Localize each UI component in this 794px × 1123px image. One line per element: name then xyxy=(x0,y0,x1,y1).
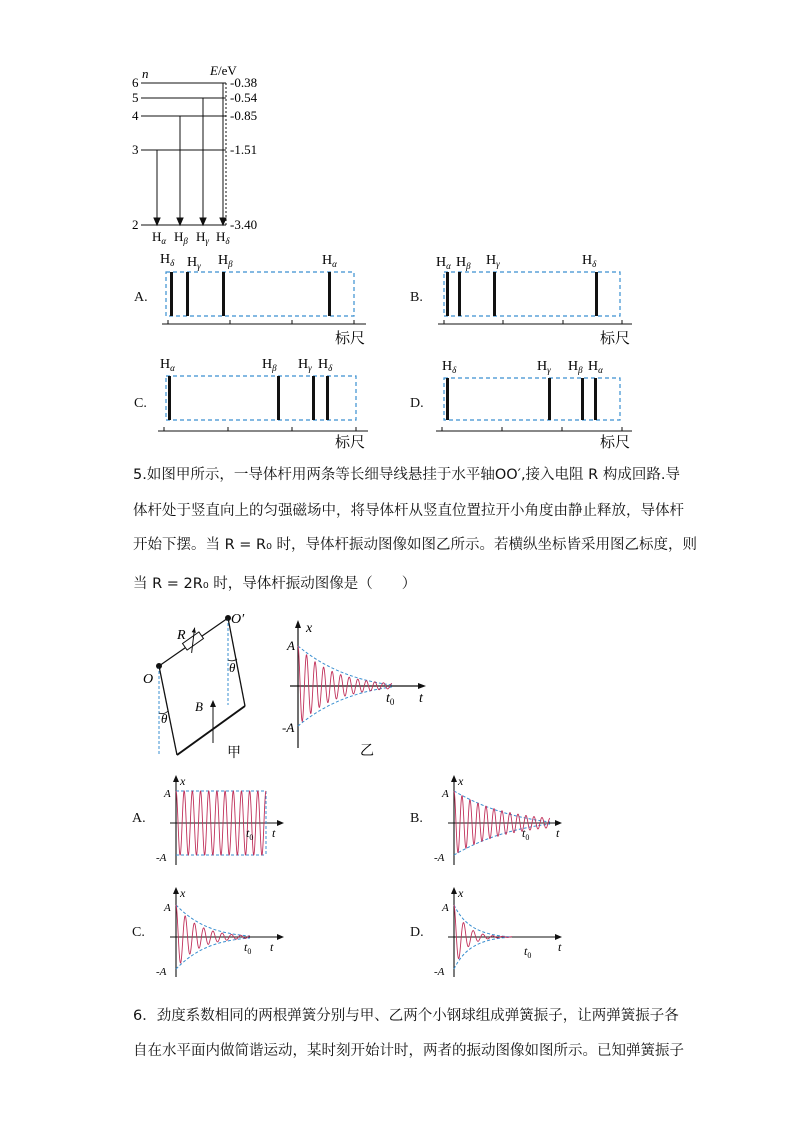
energy-axis-label: E/eV xyxy=(210,63,237,78)
graph-panel xyxy=(428,885,568,980)
spectrum-panel xyxy=(130,352,380,452)
svg-text:t: t xyxy=(558,940,562,954)
svg-text:B: B xyxy=(195,699,203,714)
svg-text:t0: $t_0$ xyxy=(386,691,395,707)
level-energy-labels xyxy=(230,75,258,232)
svg-text:O: O xyxy=(143,672,154,687)
svg-text:-1.51: -1.51 xyxy=(230,142,258,157)
option-label: C. xyxy=(132,925,145,940)
graph-panel xyxy=(428,773,568,868)
transition-arrows xyxy=(154,83,226,225)
svg-text:-A: -A xyxy=(434,852,445,864)
svg-text:Hβ: $H_\beta$ xyxy=(174,229,188,246)
graph-option-a xyxy=(130,773,290,868)
svg-text:Hα: $H_\alpha$ xyxy=(436,255,451,271)
svg-text:t0: $t_0$ xyxy=(246,826,254,842)
spectrum-panel xyxy=(130,250,380,350)
svg-text:x: x xyxy=(306,621,313,636)
svg-text:Hδ: $H_\delta$ xyxy=(582,253,597,269)
figure-jia-pendulum xyxy=(135,605,275,765)
svg-text:x: x xyxy=(180,774,186,788)
svg-text:t0: $t_0$ xyxy=(522,826,530,842)
svg-text:2: 2 xyxy=(132,217,139,232)
svg-text:甲: 甲 xyxy=(227,746,241,761)
svg-text:Hγ: $H_\gamma$ xyxy=(537,359,551,375)
n-axis-label: n xyxy=(142,66,149,81)
svg-text:-A: -A xyxy=(156,852,167,864)
svg-text:t: t xyxy=(272,826,276,840)
question5-line2: 体杆处于竖直向上的匀强磁场中，将导体杆从竖直位置拉开小角度由静止释放，导体杆 xyxy=(133,503,684,519)
svg-text:-0.38: -0.38 xyxy=(230,75,258,90)
svg-text:t: t xyxy=(556,826,560,840)
svg-text:A: A xyxy=(442,788,449,800)
svg-text:Hγ: $H_\gamma$ xyxy=(486,253,500,269)
svg-text:-0.85: -0.85 xyxy=(230,108,258,123)
svg-text:-0.54: -0.54 xyxy=(230,90,258,105)
svg-text:5: 5 xyxy=(132,90,139,105)
svg-text:Hβ: $H_\beta$ xyxy=(262,357,277,373)
svg-text:3: 3 xyxy=(132,142,139,157)
svg-text:O′: O′ xyxy=(231,612,245,627)
oscillation-curve xyxy=(298,646,392,721)
svg-text:-A: -A xyxy=(156,966,167,978)
svg-text:Hα: $H_\alpha$ xyxy=(160,357,175,373)
svg-text:Hγ: $H_\gamma$ xyxy=(298,357,312,373)
svg-text:t0: $t_0$ xyxy=(244,940,252,956)
svg-text:t0: $t_0$ xyxy=(524,944,532,960)
svg-text:标尺: 标尺 xyxy=(335,331,366,347)
svg-text:R: R xyxy=(177,628,186,643)
svg-text:4: 4 xyxy=(132,108,139,123)
svg-text:标尺: 标尺 xyxy=(335,435,366,451)
svg-text:-3.40: -3.40 xyxy=(230,217,258,232)
level-n-labels xyxy=(132,75,139,232)
svg-text:Hβ: $H_\beta$ xyxy=(568,359,583,375)
option-label: B. xyxy=(410,811,423,826)
svg-text:A: A xyxy=(164,788,171,800)
svg-text:标尺: 标尺 xyxy=(600,331,631,347)
svg-text:乙: 乙 xyxy=(360,744,374,759)
spectrum-option-a xyxy=(130,250,380,350)
svg-text:Hα: $H_\alpha$ xyxy=(588,359,603,375)
svg-text:Hβ: $H_\beta$ xyxy=(456,255,471,271)
spectrum-panel xyxy=(408,250,658,350)
graph-option-c xyxy=(130,885,290,980)
svg-text:Hδ: $H_\delta$ xyxy=(216,229,230,246)
question6-line1: 6．劲度系数相同的两根弹簧分别与甲、乙两个小钢球组成弹簧振子，让两弹簧振子各 xyxy=(133,1008,679,1024)
spectrum-option-b xyxy=(408,250,658,350)
option-label: A. xyxy=(132,811,146,826)
svg-text:Hδ: $H_\delta$ xyxy=(160,252,175,268)
question5-line4: 当 R = 2R₀ 时，导体杆振动图像是（ ） xyxy=(133,576,417,592)
figure-yi-graph xyxy=(282,618,432,760)
option-label: D. xyxy=(410,925,424,940)
option-label: D. xyxy=(410,396,424,411)
svg-text:θ: θ xyxy=(161,711,168,726)
oscillation-curve xyxy=(176,905,250,963)
graph-option-b xyxy=(408,773,568,868)
svg-text:t: t xyxy=(270,940,274,954)
svg-text:Hδ: $H_\delta$ xyxy=(442,359,457,375)
svg-text:6: 6 xyxy=(132,75,139,90)
spectrum-option-c xyxy=(130,352,380,452)
svg-text:Hδ: $H_\delta$ xyxy=(318,357,333,373)
svg-text:Hγ: $H_\gamma$ xyxy=(187,255,201,271)
svg-text:θ: θ xyxy=(229,660,236,675)
graph-panel xyxy=(150,885,290,980)
svg-text:-A: -A xyxy=(282,720,295,735)
option-label: A. xyxy=(134,290,148,305)
spectrum-panel xyxy=(408,352,658,452)
svg-text:A: A xyxy=(442,902,449,914)
svg-text:A: A xyxy=(164,902,171,914)
graph-option-d xyxy=(408,885,568,980)
svg-text:x: x xyxy=(458,886,464,900)
question5-line1: 5.如图甲所示，一导体杆用两条等长细导线悬挂于水平轴OO′,接入电阻 R 构成回路.导 xyxy=(133,467,680,483)
energy-levels xyxy=(141,83,226,225)
svg-text:Hβ: $H_\beta$ xyxy=(218,253,233,269)
svg-text:x: x xyxy=(458,774,464,788)
spectrum-option-d xyxy=(408,352,658,452)
option-label: B. xyxy=(410,290,423,305)
transition-labels xyxy=(152,229,230,246)
svg-text:-A: -A xyxy=(434,966,445,978)
graph-panel xyxy=(150,773,290,868)
question6-line2: 自在水平面内做简谐运动，某时刻开始计时，两者的振动图像如图所示。已知弹簧振子 xyxy=(133,1043,684,1059)
option-label: C. xyxy=(134,396,147,411)
svg-text:A: A xyxy=(287,638,295,653)
svg-text:Hα: $H_\alpha$ xyxy=(152,229,167,246)
svg-text:t: t xyxy=(419,691,423,706)
svg-text:Hγ: $H_\gamma$ xyxy=(196,229,209,246)
svg-text:标尺: 标尺 xyxy=(600,435,631,451)
question5-line3: 开始下摆。当 R = R₀ 时，导体杆振动图像如图乙所示。若横纵坐标皆采用图乙标度，则 xyxy=(133,537,698,553)
svg-text:Hα: $H_\alpha$ xyxy=(322,253,337,269)
svg-text:x: x xyxy=(180,886,186,900)
oscillation-curve xyxy=(454,791,550,853)
energy-level-diagram xyxy=(128,60,288,250)
